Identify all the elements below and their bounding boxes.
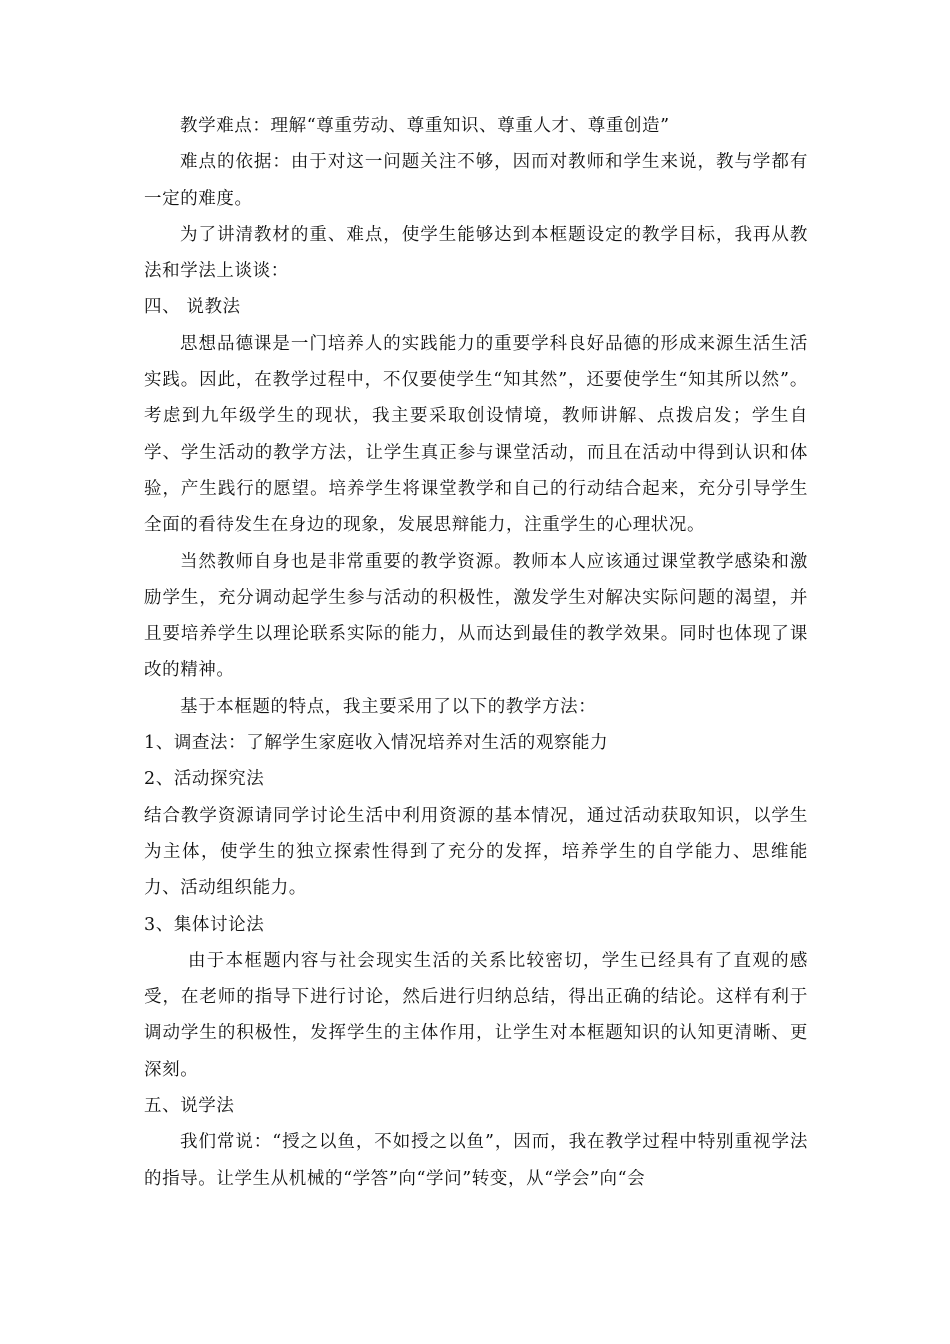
section-heading-learning-method: 五、说学法	[144, 1096, 235, 1117]
transition-paragraph: 为了讲清教材的重、难点，使学生能够达到本框题设定的教学目标，我再从教法和学法上谈谈：	[144, 224, 808, 282]
method-item-discussion: 3、集体讨论法	[144, 914, 265, 935]
learning-method-paragraph: 我们常说：“授之以鱼，不如授之以鱼”，因而，我在教学过程中特别重视学法的指导。让学生从机械的“学答”向“学问”转变，从“学会”向“会	[144, 1132, 808, 1189]
methods-intro-paragraph: 基于本框题的特点，我主要采用了以下的教学方法：	[180, 696, 597, 717]
difficulty-basis-paragraph: 难点的依据：由于对这一问题关注不够，因而对教师和学生来说，教与学都有一定的难度。	[144, 152, 808, 209]
teaching-method-paragraph: 思想品德课是一门培养人的实践能力的重要学科良好品德的形成来源生活生活实践。因此，在教学过程中，不仅要使学生“知其然”，还要使学生“知其所以然”。考虑到九年级学生的现状，我主要采取创设情境，教师讲解、点拨启发；学生自学、学生活动的教学方法，让学生真正参与课堂活动，而且在活动中得到认识和体验，产生践行的愿望。培养学生将课堂教学和自己的行动结合起来，充分引导学生全面的看待发生在身边的现象，发展思辩能力，注重学生的心理状况。	[144, 333, 808, 536]
discussion-method-paragraph: 由于本框题内容与社会现实生活的关系比较密切，学生已经具有了直观的感受，在老师的指导下进行讨论，然后进行归纳总结，得出正确的结论。这样有利于调动学生的积极性，发挥学生的主体作用，让学生对本框题知识的认知更清晰、更深刻。	[144, 950, 808, 1080]
document-body	[144, 108, 808, 1197]
section-heading-teaching-method: 四、 说教法	[144, 297, 241, 318]
method-item-activity: 2、活动探究法	[144, 769, 265, 790]
teacher-resource-paragraph: 当然教师自身也是非常重要的教学资源。教师本人应该通过课堂教学感染和激励学生，充分调动起学生参与活动的积极性，激发学生对解决实际问题的渴望，并且要培养学生以理论联系实际的能力，从而达到最佳的教学效果。同时也体现了课改的精神。	[144, 551, 808, 681]
method-item-survey: 1、调查法：了解学生家庭收入情况培养对生活的观察能力	[144, 733, 609, 754]
difficulty-paragraph: 教学难点：理解“尊重劳动、尊重知识、尊重人才、尊重创造”	[180, 116, 670, 136]
activity-method-paragraph: 结合教学资源请同学讨论生活中利用资源的基本情况，通过活动获取知识，以学生为主体，使学生的独立探索性得到了充分的发挥，培养学生的自学能力、思维能力、活动组织能力。	[144, 805, 808, 899]
